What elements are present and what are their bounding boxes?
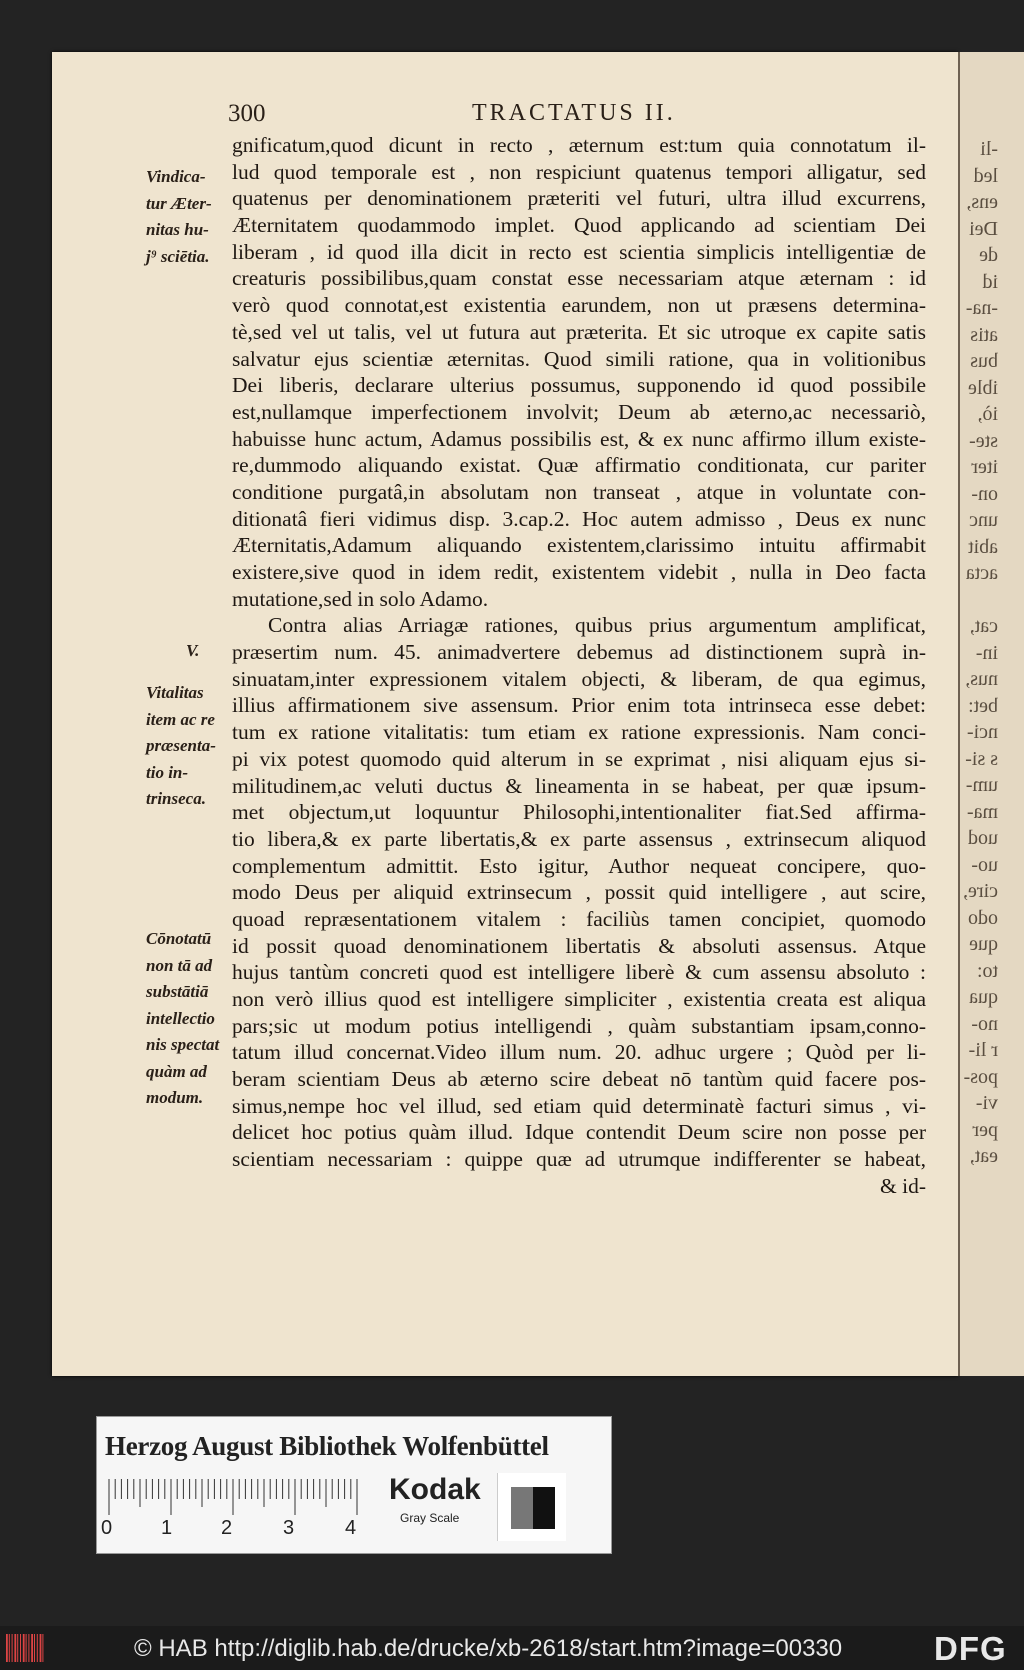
text-line: existere,sive quod in idem redit, existentem videbit , nulla in Deo facta bbox=[232, 560, 926, 584]
barcode-bar bbox=[14, 1634, 16, 1662]
text-line: met objectum,ut loquuntur Philosophi,intentionaliter fiat.Sed affirma- bbox=[232, 800, 926, 825]
text-line: tè,sed vel ut talis, vel ut futura aut præterita. Et sic utroque ex capite satis bbox=[232, 319, 926, 344]
text-line: Dei liberis, declarare ulterius possumus, supponendo id quod possibile bbox=[232, 373, 926, 398]
facing-page-fragment: id bbox=[982, 270, 998, 293]
barcode-bar bbox=[6, 1634, 8, 1662]
facing-page-fragment: s si- bbox=[965, 747, 998, 770]
marginal-note: V. bbox=[186, 641, 200, 660]
facing-page-fragment: ible bbox=[968, 376, 998, 399]
text-line: non verò illius quod est intelligere simpliciter , existentia creata est aliqua bbox=[232, 987, 926, 1011]
kodak-logo: Kodak bbox=[389, 1473, 481, 1506]
facing-page-fragment: ste- bbox=[969, 429, 998, 452]
text-line: habuisse hunc actum, Adamus possibilis est, & ex nunc affirmo illum existe- bbox=[232, 426, 926, 451]
text-line: tum ex ratione vitalitatis: tum etiam ex ratione expressionis. Nam conci- bbox=[232, 720, 926, 745]
text-line: militudinem,ac veluti ductus & lineamenta in se habeat, per quæ ipsum- bbox=[232, 773, 926, 798]
barcode-bar bbox=[37, 1634, 38, 1662]
text-line: pars;sic ut modum potius intelligendi , quàm substantiam ipsam,conno- bbox=[232, 1013, 926, 1038]
barcode-bar bbox=[9, 1634, 10, 1662]
barcode-bar bbox=[20, 1634, 21, 1662]
text-line: ditionatâ fieri vidimus disp. 3.cap.2. Hoc autem admisso , Deus ex nunc bbox=[232, 506, 926, 531]
text-line: re,dummodo aliquando existat. Quæ affirmatio conditionata, cur pariter bbox=[232, 453, 926, 478]
text-line: id possit quoad denominationem libertatis & absoluti assensus. Atque bbox=[232, 933, 926, 958]
facing-page-fragment: pos- bbox=[963, 1065, 998, 1088]
facing-page-fragment: iter bbox=[971, 456, 998, 478]
barcode-bar bbox=[40, 1634, 42, 1662]
facing-page-fragment: nci- bbox=[966, 721, 998, 743]
barcode-bar bbox=[23, 1634, 25, 1662]
body-text bbox=[232, 132, 926, 1200]
facing-page-fragment: acta bbox=[965, 562, 998, 584]
barcode-bar bbox=[17, 1634, 18, 1662]
grayscale-ruler bbox=[107, 1479, 367, 1515]
scale-number-4: 4 bbox=[345, 1517, 357, 1539]
copyright-url[interactable]: © HAB http://diglib.hab.de/drucke/xb-2618/start.htm?image=00330 bbox=[134, 1635, 843, 1662]
facing-page-fragment: que bbox=[969, 933, 998, 955]
text-line: modo Deus per aliquid extrinsecum , possit quid intelligere , aut scire, bbox=[232, 880, 926, 905]
facing-page-fragment: odo bbox=[968, 906, 998, 929]
text-line: quoad repræsentationem vitalem : faciliùs tamen concipiet, quomodo bbox=[232, 906, 926, 931]
facing-page-fragment: vi- bbox=[975, 1092, 998, 1114]
facing-page-fragment: ens, bbox=[966, 191, 998, 213]
text-line: gnificatum,quod dicunt in recto , æternum est:tum quia connotatum il- bbox=[232, 133, 926, 157]
gray-patch bbox=[511, 1487, 533, 1529]
text-line: scientiam necessariam : quippe quæ ad utrumque indifferenter se habeat, bbox=[232, 1147, 926, 1172]
facing-page-fragment: cat, bbox=[969, 615, 998, 637]
scale-number-0: 0 bbox=[101, 1517, 113, 1539]
scale-number-1: 1 bbox=[161, 1517, 173, 1539]
facing-page-edge bbox=[960, 52, 1024, 1376]
facing-page-fragment: um- bbox=[965, 774, 998, 796]
facing-page-fragment: de bbox=[979, 244, 998, 266]
text-line: est,nullamque imperfectionem involvit; Deum ab æterno,ac necessariò, bbox=[232, 399, 926, 424]
barcode-bar bbox=[26, 1634, 27, 1662]
text-line: præsertim num. 45. animadvertere debemus ad distinctionem suprà in- bbox=[232, 640, 926, 665]
marginal-note: Cōnotatū non tā ad substātiā intellectio nis spectat quàm ad modum. bbox=[146, 929, 220, 1107]
facing-page-fragment: iò, bbox=[977, 403, 998, 425]
facing-page-fragment: eat, bbox=[969, 1145, 998, 1167]
running-head: TRACTATUS II. bbox=[472, 100, 676, 126]
facing-page-fragment: per bbox=[972, 1118, 998, 1141]
facing-page-fragment: ma- bbox=[966, 800, 998, 823]
facing-page-fragment: -li bbox=[980, 138, 998, 160]
facing-page-fragment: qua bbox=[969, 986, 998, 1008]
facing-page-fragment: nus, bbox=[965, 668, 998, 690]
text-line: & id- bbox=[880, 1173, 926, 1198]
facing-page-fragment: unc bbox=[969, 509, 998, 531]
gray-scale-caption: Gray Scale bbox=[400, 1511, 460, 1525]
facing-page-fragment: abit bbox=[968, 535, 998, 558]
black-patch bbox=[533, 1487, 555, 1529]
facing-page-fragment: in- bbox=[975, 641, 998, 664]
text-line: illius affirmationem sive assensum. Prior enim tota intrinseca esse debet: bbox=[232, 693, 926, 718]
text-line: salvatur ejus scientiæ æternitas. Quod simili ratione, qua in volitionibus bbox=[232, 346, 926, 371]
facing-page-fragment: Dei bbox=[969, 217, 998, 240]
text-line: quatenus per denominationem præteriti vel futuri, ultra illud excurrens, bbox=[232, 186, 926, 211]
text-line: hujus tantùm concreti quod est intelligere liberè & cum assensu absoluto : bbox=[232, 960, 926, 985]
facing-page-fragment: no- bbox=[971, 1012, 998, 1035]
facing-page-fragment: cire, bbox=[963, 880, 998, 902]
text-line: simus,nempe hoc vel illud, sed etiam quid determinatè facturi simus , vi- bbox=[232, 1093, 926, 1118]
barcode-bar bbox=[12, 1634, 13, 1662]
text-line: liberam , id quod illa dicit in recto est scientia simplicis intelligentiæ de bbox=[232, 239, 926, 264]
text-line: Æternitatem quodammodo implet. Quod applicando ad scientiam Dei bbox=[232, 213, 926, 238]
facing-page-fragment: atis bbox=[970, 323, 998, 346]
facing-page-fragment: bus bbox=[970, 350, 998, 372]
facing-page-fragment: uo- bbox=[971, 853, 998, 876]
text-line: Contra alias Arriagæ rationes, quibus prius argumentum amplificat, bbox=[268, 613, 926, 638]
text-line: complementum admittit. Esto igitur, Author nequeat concipere, quo- bbox=[232, 853, 926, 878]
facing-page-fragment: -na- bbox=[965, 297, 998, 319]
barcode-bar bbox=[28, 1634, 29, 1662]
viewer-footer bbox=[0, 1626, 1024, 1670]
barcode-bar bbox=[34, 1634, 35, 1662]
text-line: Æternitatis,Adamum aliquando existentem,clarissimo intuitu affirmabit bbox=[232, 533, 926, 558]
text-line: delicet hoc potius quàm illud. Idque contendit Deum scire non posse per bbox=[232, 1120, 926, 1145]
scale-number-2: 2 bbox=[221, 1517, 233, 1539]
dfg-logo: DFG bbox=[934, 1630, 1007, 1667]
text-line: tatum illud concernat.Video illum num. 20. adhuc urgere ; Quòd per li- bbox=[232, 1040, 926, 1065]
text-line: beram scientiam Deus ab æterno scire debeat nō tantùm quid facere pos- bbox=[232, 1067, 926, 1092]
text-line: pi vix potest quomodo quid alterum in se exprimat , nisi aliquam ejus si- bbox=[232, 746, 926, 771]
page-number: 300 bbox=[228, 100, 266, 127]
text-line: conditione purgatâ,in absolutam non transeat , atque in voluntate con- bbox=[232, 479, 926, 504]
facing-page-fragment: bet: bbox=[968, 694, 998, 717]
text-line: mutatione,sed in solo Adamo. bbox=[232, 586, 489, 611]
text-line: lud quod temporale est , non respiciunt quatenus tempori alligatur, sed bbox=[232, 159, 926, 184]
library-name: Herzog August Bibliothek Wolfenbüttel bbox=[105, 1431, 549, 1461]
marginal-note: Vitalitas item ac re præsenta- tio in- trinseca. bbox=[146, 683, 216, 808]
text-line: creaturis possibilibus,quam constat esse necessariam atque æternam : id bbox=[232, 266, 926, 291]
scale-number-3: 3 bbox=[283, 1517, 295, 1539]
facing-page-fragment: r li- bbox=[968, 1039, 998, 1061]
barcode-bar bbox=[42, 1634, 43, 1662]
text-line: tio libera,& ex parte libertatis,& ex parte assensus , extrinsecum aliquod bbox=[232, 826, 926, 851]
facing-page-fragment: to: bbox=[976, 959, 998, 982]
text-line: verò quod connotat,est existentia earundem, non ut præsens determina- bbox=[232, 293, 926, 318]
marginal-note: Vindica- tur Æter- nitas hu- j⁹ sciētia. bbox=[146, 167, 212, 266]
facing-page-fragment: uod bbox=[968, 827, 998, 849]
barcode-bar bbox=[31, 1634, 33, 1662]
barcode-icon bbox=[6, 1634, 46, 1662]
library-label-card bbox=[96, 1416, 612, 1554]
facing-page-fragment: led bbox=[973, 164, 998, 187]
facing-page-fragment: on- bbox=[971, 482, 998, 505]
facing-page-fragment bbox=[960, 587, 1024, 614]
text-line: sinuatam,inter expressionem vitalem objecti, & liberam, de qua egimus, bbox=[232, 666, 926, 691]
